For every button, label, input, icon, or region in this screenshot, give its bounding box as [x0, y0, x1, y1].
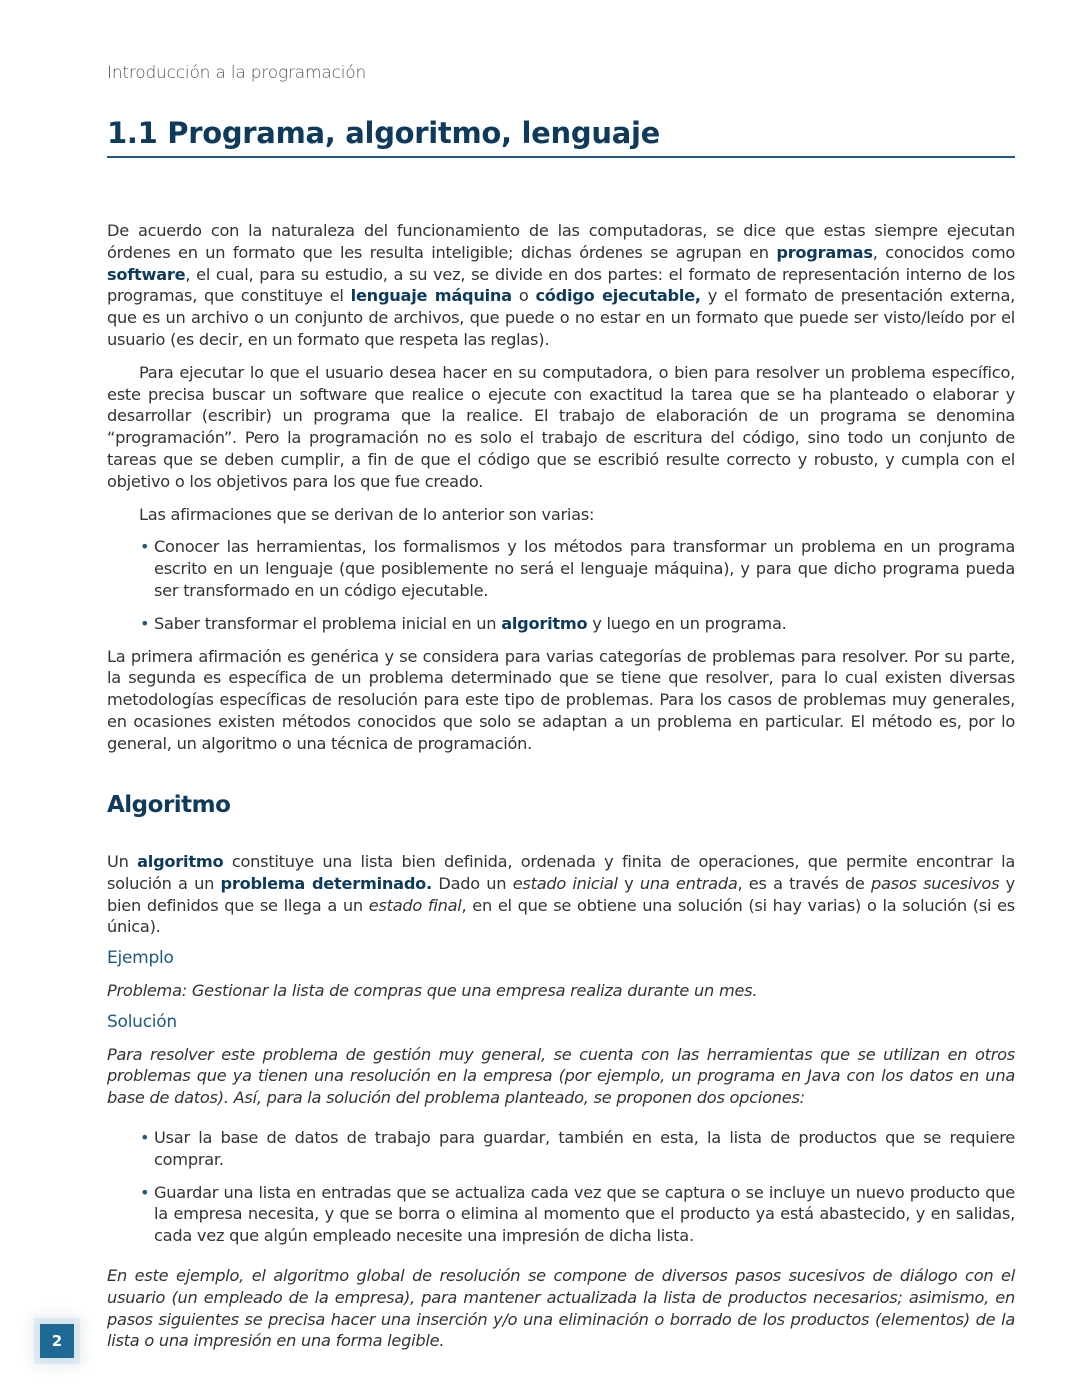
list-item: [107, 613, 1015, 635]
highlighted-term: problema determinado.: [220, 873, 432, 893]
list-item: • Usar la base de datos de trabajo para guardar, también en esta, la lista de productos que se requiere comprar.: [107, 1127, 1015, 1171]
text-run: Las afirmaciones que se derivan de lo anterior son varias:: [139, 504, 595, 524]
text-run: y: [617, 873, 640, 893]
highlighted-term: software: [107, 264, 186, 284]
highlighted-term: lenguaje máquina: [350, 286, 512, 306]
text-run: Conocer las herramientas, los formalismos y los métodos para transformar un problema en un programa escrito en un lenguaje (que posiblemente no será el lenguaje máquina), y para que dicho programa pueda ser transformado en un código ejecutable.: [154, 537, 1015, 600]
algoritmo-section: [107, 851, 1015, 1352]
text-run: , el cual, para su estudio, a su vez, se divide en dos partes: el formato de representación interno de los programas, que constituye el: [107, 264, 1015, 306]
solution-bullet-list: [107, 1127, 1015, 1247]
section-title: 1.1 Programa, algoritmo, lenguaje: [107, 116, 1015, 158]
text-run: Saber transformar el problema inicial en un: [154, 613, 502, 633]
emphasized-term: pasos sucesivos: [871, 873, 1000, 893]
page-number: 2: [51, 1332, 63, 1350]
running-header: Introducción a la programación: [107, 63, 367, 83]
highlighted-term: programas: [776, 242, 873, 262]
intro-closing-paragraph: [107, 646, 1015, 755]
text-run: y luego en un programa.: [587, 613, 787, 633]
text-run: De acuerdo con la naturaleza del funcionamiento de las computadoras, se dice que estas siempre ejecutan órdenes en un formato que les resulta inteligible; dichas órdenes se agrupan en: [107, 221, 1015, 262]
text-run: Dado un: [431, 873, 513, 893]
text-run: Un: [107, 852, 138, 871]
emphasized-term: estado final: [368, 895, 462, 915]
closing-paragraph: En este ejemplo, el algoritmo global de resolución se compone de diversos pasos sucesivos de diálogo con el usuario (un empleado de la empresa), para mantener actualizada la lista de productos necesarios; asimismo, en pasos siguientes se precisa hacer una inserción y/o una eliminación o borrado de los productos (elementos) de la lista o una impresión en una forma legible.: [107, 1265, 1015, 1351]
definition-paragraph: [107, 851, 1015, 938]
example-text: Problema: Gestionar la lista de compras que una empresa realiza durante un mes.: [107, 980, 758, 1000]
page-number-chip-icon: [40, 1324, 74, 1358]
intro-section: [107, 220, 1015, 755]
intro-paragraph-1: [107, 220, 1015, 351]
example-heading: Ejemplo: [107, 948, 174, 969]
text-run: constituye una lista bien definida, ordenada y finita de operaciones, que permite encontrar la solución a un: [107, 852, 1015, 893]
list-item: • Guardar una lista en entradas que se actualiza cada vez que se captura o se incluye un nuevo producto que la empresa necesita, y que se borra o elimina al momento que el producto ya está abastecido, y en salidas, cada vez que algún empleado necesite una impresión de dicha lista.: [107, 1182, 1015, 1247]
intro-paragraph-2: [107, 362, 1015, 493]
emphasized-term: una entrada: [639, 873, 738, 893]
highlighted-term: algoritmo: [501, 613, 588, 633]
solution-heading: Solución: [107, 1011, 177, 1032]
solution-text: Para resolver este problema de gestión muy general, se cuenta con las herramientas que se utilizan en otros problemas que ya tienen una resolución en la empresa (por ejemplo, un programa en Java con los datos en una base de datos). Así, para la solución del problema planteado, se proponen dos opciones:: [107, 1044, 1015, 1108]
text-run: o: [511, 286, 536, 306]
text-run: y bien definidos que se llega a un: [107, 873, 1015, 915]
highlighted-term: código ejecutable,: [535, 286, 701, 306]
emphasized-term: estado inicial: [512, 873, 618, 893]
intro-bullet-list: [107, 536, 1015, 634]
text-run: , en el que se obtiene una solución (si hay varias) o la solución (si es única).: [107, 895, 1015, 937]
text-run: , es a través de: [737, 873, 872, 893]
text-run: Para ejecutar lo que el usuario desea hacer en su computadora, o bien para resolver un problema específico, este precisa buscar un software que realice o ejecute con exactitud la tarea que se ha planteado o elaborar y desarrollar (escribir) un programa que la realice. El trabajo de elaboración de un programa se denomina “programación”. Pero la programación no es solo el trabajo de escritura del código, sino todo un conjunto de tareas que se deben cumplir, a fin de que el código que se escribió resulte correcto y robusto, y cumpla con el objetivo o los objetivos para los que fue creado.: [107, 362, 1015, 491]
text-run: y el formato de presentación externa, que es un archivo o un conjunto de archivos, que puede o no estar en un formato que puede ser visto/leído por el usuario (es decir, en un formato que respeta las reglas).: [107, 286, 1016, 349]
highlighted-term: algoritmo: [137, 852, 224, 871]
text-run: La primera afirmación es genérica y se considera para varias categorías de problemas para resolver. Por su parte, la segunda es específica de un problema determinado que se tiene que resolver, para lo cual existen diversas metodologías específicas de resolución para este tipo de problemas. Para los casos de problemas muy generales, en ocasiones existen métodos conocidos que solo se adaptan a un problema en particular. El método es, por lo general, un algoritmo o una técnica de programación.: [107, 646, 1015, 753]
subsection-title: Algoritmo: [107, 792, 231, 818]
text-run: , conocidos como: [872, 242, 1015, 262]
list-item: [107, 536, 1015, 601]
intro-paragraph-3: [107, 504, 1015, 526]
